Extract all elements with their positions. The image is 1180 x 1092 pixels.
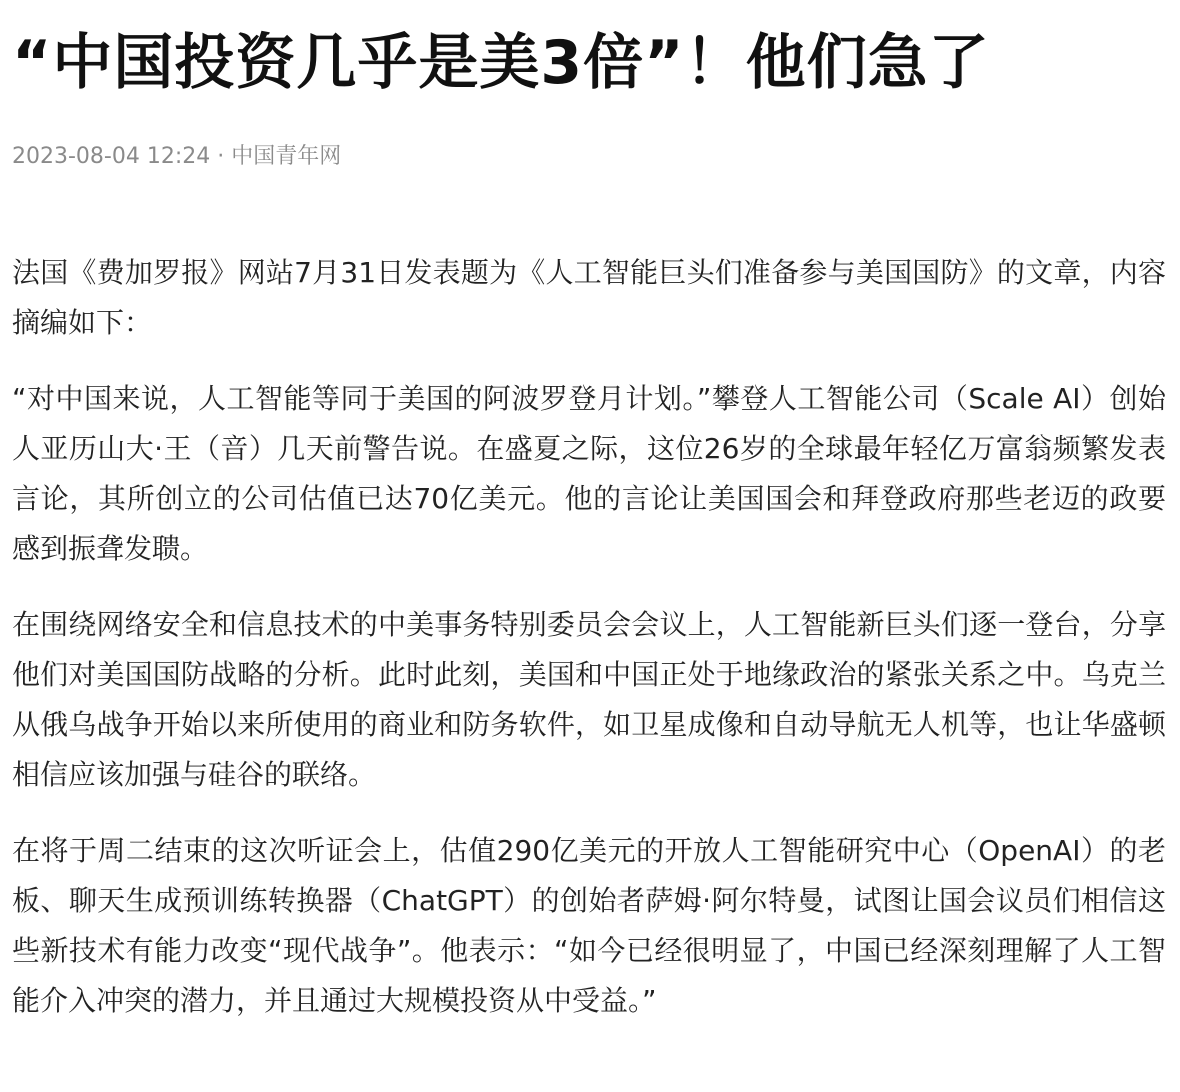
article-meta: 2023-08-04 12:24 · 中国青年网 [12,144,342,169]
paragraph-scale-ai: “对中国来说，人工智能等同于美国的阿波罗登月计划。”攀登人工智能公司（Scale AI）创始人亚历山大·王（音）几天前警告说。在盛夏之际，这位26岁的全球最年轻亿万富翁频繁发表言论，其所创立的公司估值已达70亿美元。他的言论让美国国会和拜登政府那些老迈的政要感到振聋发聩。 [12,382,1166,565]
paragraph-openai: 在将于周二结束的这次听证会上，估值290亿美元的开放人工智能研究中心（OpenAI）的老板、聊天生成预训练转换器（ChatGPT）的创始者萨姆·阿尔特曼，试图让国会议员们相信这些新技术有能力改变“现代战争”。他表示：“如今已经很明显了，中国已经深刻理解了人工智能介入冲突的潜力，并且通过大规模投资从中受益。” [12,834,1166,1017]
article-title: “中国投资几乎是美3倍”！他们急了 [12,28,990,98]
article-body [12,248,1166,1026]
paragraph-committee: 在围绕网络安全和信息技术的中美事务特别委员会会议上，人工智能新巨头们逐一登台，分享他们对美国国防战略的分析。此时此刻，美国和中国正处于地缘政治的紧张关系之中。乌克兰从俄乌战争开始以来所使用的商业和防务软件，如卫星成像和自动导航无人机等，也让华盛顿相信应该加强与硅谷的联络。 [12,608,1166,791]
paragraph-intro: 法国《费加罗报》网站7月31日发表题为《人工智能巨头们准备参与美国国防》的文章，内容摘编如下： [12,256,1166,339]
